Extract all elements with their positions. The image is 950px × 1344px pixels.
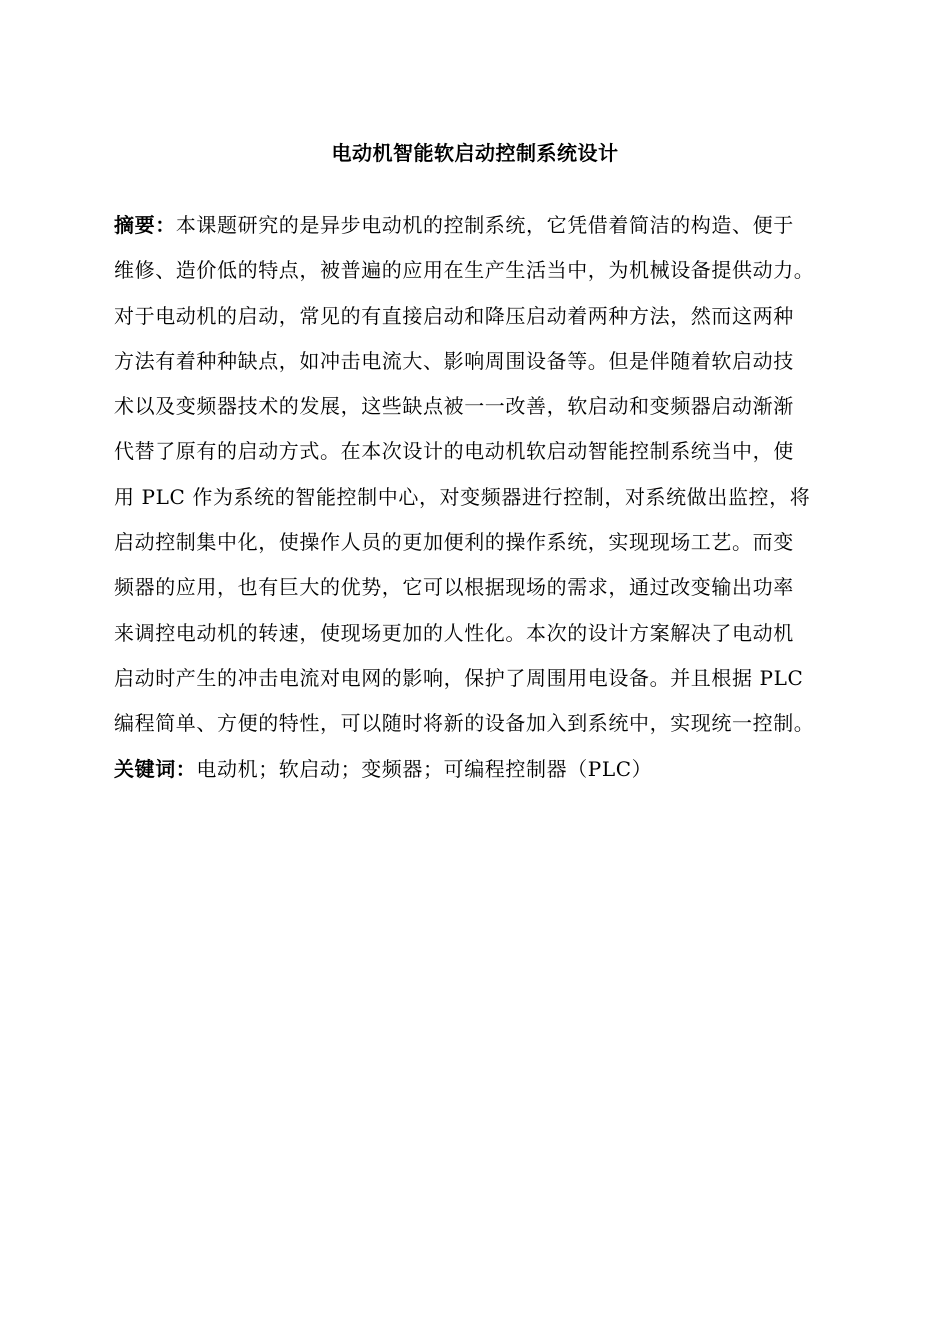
- abstract-line: 方法有着种种缺点，如冲击电流大、影响周围设备等。但是伴随着软启动技: [114, 348, 794, 373]
- abstract-line: 用 PLC 作为系统的智能控制中心，对变频器进行控制，对系统做出监控，将: [114, 484, 811, 509]
- abstract-line: 启动控制集中化，使操作人员的更加便利的操作系统，实现现场工艺。而变: [114, 530, 794, 555]
- abstract-line: 来调控电动机的转速，使现场更加的人性化。本次的设计方案解决了电动机: [114, 620, 794, 645]
- abstract-line: [114, 207, 874, 252]
- abstract-line: 维修、造价低的特点，被普遍的应用在生产生活当中，为机械设备提供动力。: [114, 258, 815, 283]
- abstract-line: 启动时产生的冲击电流对电网的影响，保护了周围用电设备。并且根据 PLC: [114, 665, 804, 690]
- document-title: 电动机智能软启动控制系统设计: [331, 141, 619, 165]
- abstract-label: 摘要：: [114, 213, 176, 237]
- keywords-text: 电动机；软启动；变频器；可编程控制器（PLC）: [196, 756, 653, 781]
- abstract-line: 代替了原有的启动方式。在本次设计的电动机软启动智能控制系统当中，使: [114, 439, 794, 464]
- abstract-line-text: 本课题研究的是异步电动机的控制系统，它凭借着简洁的构造、便于: [175, 213, 794, 237]
- abstract-line: 术以及变频器技术的发展，这些缺点被一一改善，软启动和变频器启动渐渐: [114, 394, 794, 419]
- keywords-label: 关键词：: [114, 756, 197, 781]
- abstract-line: 编程简单、方便的特性，可以随时将新的设备加入到系统中，实现统一控制。: [114, 711, 815, 736]
- abstract-section: [114, 207, 874, 796]
- abstract-line: 对于电动机的启动，常见的有直接启动和降压启动着两种方法，然而这两种: [114, 303, 794, 328]
- keywords-line: [114, 751, 874, 796]
- abstract-line: 频器的应用，也有巨大的优势，它可以根据现场的需求，通过改变输出功率: [114, 575, 794, 600]
